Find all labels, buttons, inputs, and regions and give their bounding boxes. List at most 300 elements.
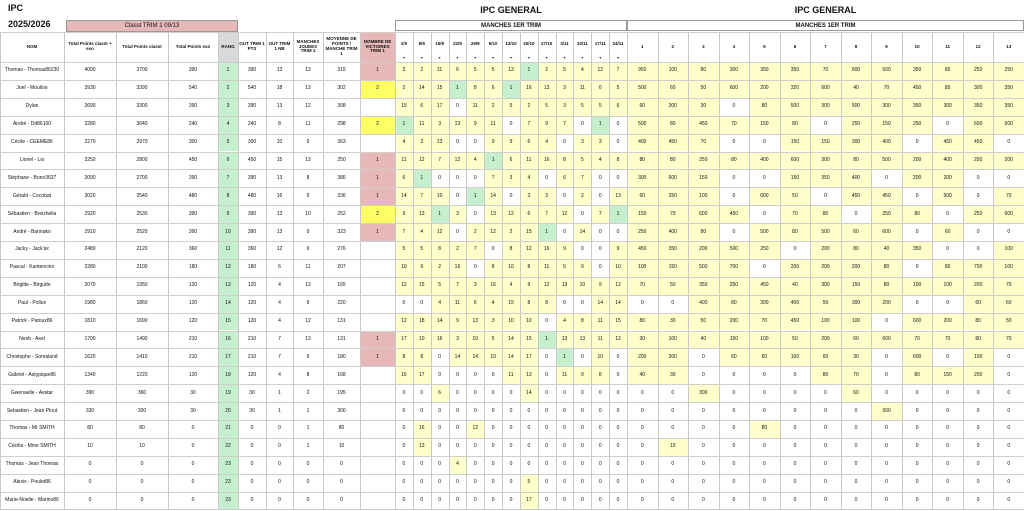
manche-position-cell: 0 [591, 241, 609, 259]
row-vic: 1 [360, 169, 395, 187]
grid-line [0, 223, 1024, 224]
manche-position-cell: 13 [431, 134, 449, 152]
manche-points-cell: 350 [902, 98, 933, 116]
manche-points-cell: 0 [902, 474, 933, 492]
manche-points-cell: 200 [932, 313, 963, 331]
manche-position-cell: 12 [609, 277, 627, 295]
row-cl: 0 [140, 497, 144, 504]
row-rang: 21 [218, 420, 238, 438]
manche-points-cell: 450 [627, 241, 658, 259]
manche-position-cell: 6 [591, 80, 609, 98]
manche-points-cell: 70 [688, 134, 719, 152]
manche-points-cell: 600 [749, 187, 780, 205]
manche-points-cell: 40 [780, 277, 811, 295]
row-vic [360, 474, 395, 492]
manche-position-cell: 6 [395, 169, 413, 187]
manche-points-cell: 80 [963, 331, 994, 349]
manche-position-cell: 5 [484, 331, 502, 349]
manche-position-cell: 0 [484, 402, 502, 420]
manche-position-cell: 8 [484, 259, 502, 277]
manche-position-cell: 0 [466, 169, 484, 187]
manche-points-cell: 0 [749, 474, 780, 492]
manche-points-cell: 0 [841, 402, 872, 420]
row-op: 0 [250, 479, 254, 486]
header-tot: Total Points classt + exo [68, 41, 112, 51]
row-on: 13 [276, 174, 283, 181]
manche-points-cell: 70 [993, 331, 1024, 349]
manche-points-cell: 0 [658, 295, 689, 313]
filter-dropdown-icon[interactable]: ▾ [581, 55, 584, 60]
manche-points-cell: 0 [963, 187, 994, 205]
filter-dropdown-icon[interactable]: ▾ [599, 55, 602, 60]
manche-points-cell: 400 [932, 152, 963, 170]
manche-position-cell: 0 [484, 474, 502, 492]
manche-points-cell: 0 [932, 456, 963, 474]
manche-position-cell: 5 [413, 241, 431, 259]
filter-dropdown-icon[interactable]: ▾ [527, 55, 530, 60]
row-mj: 11 [305, 264, 311, 271]
manche-position-cell: 1 [395, 116, 413, 134]
header-date: 10/11 [576, 40, 588, 46]
manche-position-cell: 11 [395, 152, 413, 170]
manche-position-cell: 9 [538, 116, 556, 134]
manche-points-cell: 0 [993, 420, 1024, 438]
grid-line [0, 509, 1024, 510]
row-on: 13 [276, 228, 283, 235]
manche-points-cell: 80 [719, 295, 750, 313]
manche-position-cell: 0 [591, 402, 609, 420]
manche-position-cell: 0 [520, 420, 538, 438]
manche-position-cell: 6 [520, 134, 538, 152]
grid-line [0, 169, 1024, 170]
row-tot: 2920 [84, 210, 96, 217]
manche-points-cell: 100 [749, 331, 780, 349]
manche-position-cell: 0 [466, 134, 484, 152]
manche-position-cell: 9 [556, 241, 574, 259]
manche-points-cell: 30 [627, 331, 658, 349]
manche-points-cell: 0 [688, 474, 719, 492]
manche-position-cell: 0 [520, 438, 538, 456]
manche-points-cell: 600 [993, 205, 1024, 223]
manche-points-cell: 100 [810, 313, 841, 331]
manche-points-cell: 600 [780, 152, 811, 170]
manche-points-cell: 0 [627, 295, 658, 313]
manche-points-cell: 0 [719, 456, 750, 474]
filter-dropdown-icon[interactable]: ▾ [545, 55, 548, 60]
manche-points-cell: 600 [719, 80, 750, 98]
manche-position-cell: 5 [502, 98, 520, 116]
manche-points-cell: 350 [902, 241, 933, 259]
manche-position-cell: 13 [449, 116, 467, 134]
manche-position-cell: 0 [413, 384, 431, 402]
manche-points-cell: 300 [688, 384, 719, 402]
manche-points-cell: 0 [627, 384, 658, 402]
row-op: 180 [247, 264, 257, 271]
row-name: Paul - Pollux [17, 300, 47, 307]
manche-position-cell: 0 [431, 169, 449, 187]
manche-points-cell: 0 [658, 402, 689, 420]
manche-points-cell: 300 [810, 277, 841, 295]
row-op: 30 [249, 407, 255, 414]
manche-points-cell: 0 [627, 438, 658, 456]
manche-position-cell: 13 [502, 62, 520, 80]
manche-points-cell: 0 [719, 438, 750, 456]
manche-points-cell: 0 [688, 402, 719, 420]
row-vic: 1 [360, 223, 395, 241]
manche-position-cell: 9 [484, 134, 502, 152]
manche-points-cell: 100 [963, 348, 994, 366]
grid-line [0, 313, 1024, 314]
manche-position-cell: 8 [502, 241, 520, 259]
row-cl: 10 [139, 443, 145, 450]
manche-position-cell: 12 [413, 152, 431, 170]
row-exo: 540 [188, 85, 198, 92]
manche-points-cell: 150 [688, 169, 719, 187]
row-name: Gérald - Cocobat [12, 192, 52, 199]
row-rang: 2 [218, 80, 238, 98]
row-tot: 10 [87, 443, 93, 450]
manche-points-cell: 350 [688, 277, 719, 295]
manche-position-cell: 0 [556, 134, 574, 152]
manche-points-cell: 0 [993, 134, 1024, 152]
manche-position-cell: 0 [466, 474, 484, 492]
manche-points-cell: 60 [841, 223, 872, 241]
manche-points-cell: 0 [719, 420, 750, 438]
manche-position-cell: 0 [449, 187, 467, 205]
row-on: 4 [278, 371, 281, 378]
manche-position-cell: 4 [520, 169, 538, 187]
manche-points-cell: 400 [749, 152, 780, 170]
manche-points-cell: 150 [841, 277, 872, 295]
manche-points-cell: 500 [688, 259, 719, 277]
manche-position-cell: 9 [573, 259, 591, 277]
manche-position-cell: 9 [520, 277, 538, 295]
manche-position-cell: 5 [573, 98, 591, 116]
manche-position-cell: 13 [520, 366, 538, 384]
manche-position-cell: 0 [573, 205, 591, 223]
row-cl: 1410 [136, 353, 148, 360]
filter-dropdown-icon[interactable]: ▾ [474, 55, 477, 60]
manche-position-cell: 14 [395, 187, 413, 205]
header-vic: NOMBRE DE VICTOIRES TRIM 1 [360, 32, 395, 62]
row-exo: 120 [188, 300, 198, 307]
row-mj: 2 [306, 389, 310, 396]
manche-points-cell: 450 [963, 134, 994, 152]
manche-points-cell: 250 [902, 116, 933, 134]
manche-position-cell: 0 [502, 402, 520, 420]
manche-position-cell: 12 [591, 62, 609, 80]
manche-position-cell: 14 [449, 348, 467, 366]
manche-position-cell: 0 [609, 456, 627, 474]
filter-dropdown-icon[interactable]: ▾ [617, 55, 620, 60]
row-vic [360, 277, 395, 295]
manche-points-cell: 50 [993, 313, 1024, 331]
manche-position-cell: 14 [484, 187, 502, 205]
manche-position-cell: 5 [573, 152, 591, 170]
manche-points-cell: 60 [841, 331, 872, 349]
manche-points-cell: 300 [810, 152, 841, 170]
manche-points-cell: 70 [780, 205, 811, 223]
manche-position-cell: 3 [573, 134, 591, 152]
manche-position-cell: 1 [591, 116, 609, 134]
manche-position-cell: 0 [502, 116, 520, 134]
row-tot: 3250 [84, 156, 96, 163]
manche-points-cell: 0 [932, 116, 963, 134]
header-round: 9 [885, 43, 888, 49]
manche-position-cell: 14 [520, 384, 538, 402]
manche-position-cell: 0 [413, 456, 431, 474]
header-date: 17/11 [594, 40, 606, 46]
manche-points-cell: 70 [993, 277, 1024, 295]
manche-points-cell: 300 [871, 98, 902, 116]
manche-points-cell: 400 [658, 223, 689, 241]
row-exo: 120 [188, 318, 198, 325]
manche-points-cell: 0 [719, 98, 750, 116]
manche-position-cell: 0 [484, 366, 502, 384]
manche-position-cell: 2 [466, 223, 484, 241]
manche-position-cell: 18 [413, 313, 431, 331]
manche-points-cell: 50 [780, 331, 811, 349]
manche-position-cell: 3 [538, 187, 556, 205]
manche-points-cell: 150 [719, 331, 750, 349]
manche-position-cell: 0 [413, 402, 431, 420]
row-rang: 3 [218, 98, 238, 116]
filter-dropdown-icon[interactable]: ▾ [492, 55, 495, 60]
row-tot: 4090 [84, 67, 96, 74]
manche-position-cell: 7 [413, 187, 431, 205]
header-date: 3/11 [560, 40, 569, 46]
manche-points-cell: 70 [932, 331, 963, 349]
manche-position-cell: 0 [431, 474, 449, 492]
row-cl: 1220 [136, 371, 148, 378]
manche-position-cell: 16 [449, 259, 467, 277]
row-op: 30 [249, 389, 255, 396]
manche-points-cell: 0 [810, 187, 841, 205]
manche-points-cell: 450 [688, 116, 719, 134]
manche-points-cell: 0 [780, 402, 811, 420]
manche-points-cell: 0 [963, 420, 994, 438]
manche-points-cell: 80 [963, 313, 994, 331]
manche-position-cell: 17 [520, 348, 538, 366]
manche-position-cell: 2 [538, 62, 556, 80]
row-moy: 80 [338, 425, 345, 432]
manche-position-cell: 11 [573, 80, 591, 98]
manche-points-cell: 500 [810, 223, 841, 241]
row-exo: 0 [191, 425, 195, 432]
manche-points-cell: 0 [993, 492, 1024, 510]
grid-line [0, 259, 1024, 260]
manche-position-cell: 4 [466, 152, 484, 170]
manche-position-cell: 2 [449, 241, 467, 259]
manche-points-cell: 350 [658, 241, 689, 259]
row-on: 7 [278, 335, 281, 342]
row-name: Alexis - Poulet86 [13, 479, 51, 486]
manche-position-cell: 0 [538, 313, 556, 331]
manche-position-cell: 0 [431, 402, 449, 420]
row-cl: 2540 [136, 192, 148, 199]
manche-position-cell: 13 [556, 277, 574, 295]
row-moy: 131 [337, 335, 346, 342]
manche-points-cell: 0 [932, 420, 963, 438]
manche-points-cell: 0 [932, 384, 963, 402]
row-moy: 323 [337, 228, 346, 235]
manche-position-cell: 10 [502, 259, 520, 277]
filter-dropdown-icon[interactable]: ▾ [563, 55, 566, 60]
manche-position-cell: 0 [609, 402, 627, 420]
manche-position-cell: 0 [609, 384, 627, 402]
row-cl: 300 [137, 407, 147, 414]
manche-position-cell: 16 [538, 241, 556, 259]
row-tot: 2280 [84, 264, 96, 271]
manche-points-cell: 0 [719, 384, 750, 402]
manche-position-cell: 0 [609, 348, 627, 366]
manche-points-cell: 40 [841, 80, 872, 98]
manche-points-cell: 500 [871, 152, 902, 170]
manche-position-cell: 0 [609, 492, 627, 510]
manche-points-cell: 950 [627, 62, 658, 80]
manche-points-cell: 0 [993, 366, 1024, 384]
row-cl: 3390 [136, 85, 148, 92]
manche-points-cell: 0 [902, 384, 933, 402]
manche-position-cell: 9 [609, 241, 627, 259]
manche-points-cell: 0 [749, 169, 780, 187]
manche-position-cell: 0 [538, 384, 556, 402]
manche-position-cell: 0 [413, 295, 431, 313]
manche-position-cell: 12 [609, 331, 627, 349]
manche-position-cell: 17 [431, 98, 449, 116]
row-rang: 8 [218, 187, 238, 205]
manche-points-cell: 450 [902, 80, 933, 98]
manche-position-cell: 5 [538, 98, 556, 116]
filter-dropdown-icon[interactable]: ▾ [438, 55, 441, 60]
manche-position-cell: 0 [502, 420, 520, 438]
manche-position-cell: 10 [520, 313, 538, 331]
manche-points-cell: 150 [780, 134, 811, 152]
manche-position-cell: 4 [449, 456, 467, 474]
header-date: 6/10 [488, 40, 498, 46]
row-tot: 2070 [84, 282, 96, 289]
row-moy: 131 [337, 318, 346, 325]
row-op: 0 [250, 497, 254, 504]
manche-position-cell: 6 [466, 295, 484, 313]
manche-position-cell: 0 [395, 295, 413, 313]
manche-points-cell: 0 [719, 474, 750, 492]
manche-points-cell: 50 [810, 295, 841, 313]
manche-points-cell: 250 [963, 205, 994, 223]
manche-position-cell: 8 [609, 152, 627, 170]
row-cl: 360 [137, 389, 147, 396]
row-op: 450 [247, 156, 257, 163]
header-round: 7 [824, 43, 827, 49]
manche-position-cell: 5 [520, 474, 538, 492]
filter-dropdown-icon[interactable]: ▾ [402, 55, 405, 60]
manche-position-cell: 10 [591, 348, 609, 366]
manche-position-cell: 14 [413, 80, 431, 98]
row-on: 0 [278, 443, 281, 450]
row-tot: 1810 [84, 318, 96, 325]
manche-points-cell: 80 [871, 259, 902, 277]
manche-position-cell: 0 [431, 456, 449, 474]
manche-position-cell: 4 [573, 62, 591, 80]
manche-points-cell: 70 [902, 331, 933, 349]
row-vic [360, 241, 395, 259]
row-exo: 300 [188, 139, 198, 146]
manche-points-cell: 350 [993, 80, 1024, 98]
manche-points-cell: 80 [658, 152, 689, 170]
manche-points-cell: 200 [810, 259, 841, 277]
manche-points-cell: 0 [780, 492, 811, 510]
manche-points-cell: 150 [871, 116, 902, 134]
manche-points-cell: 0 [902, 259, 933, 277]
row-vic [360, 295, 395, 313]
grid-line [0, 187, 1024, 188]
manche-points-cell: 150 [780, 169, 811, 187]
filter-dropdown-icon[interactable]: ▾ [420, 55, 423, 60]
row-vic [360, 134, 395, 152]
filter-dropdown-icon[interactable]: ▾ [456, 55, 459, 60]
filter-dropdown-icon[interactable]: ▾ [509, 55, 512, 60]
row-tot: 1620 [84, 353, 96, 360]
manche-points-cell: 0 [932, 402, 963, 420]
manche-position-cell: 16 [395, 366, 413, 384]
manche-points-cell: 200 [749, 80, 780, 98]
manche-position-cell: 0 [466, 402, 484, 420]
manche-position-cell: 0 [484, 492, 502, 510]
row-name: Jacky - Jack'ax [15, 246, 49, 253]
row-tot: 2910 [84, 228, 96, 235]
manche-position-cell: 0 [573, 402, 591, 420]
manche-position-cell: 5 [556, 259, 574, 277]
row-name: Sebastien - Jean Plout [6, 407, 58, 414]
row-vic: 1 [360, 348, 395, 366]
header-date: 22/9 [453, 40, 462, 46]
manche-position-cell: 1 [431, 205, 449, 223]
manche-position-cell: 5 [484, 62, 502, 80]
manche-points-cell: 600 [871, 331, 902, 349]
manche-position-cell: 7 [466, 241, 484, 259]
manche-points-cell: 80 [810, 366, 841, 384]
grid-line [0, 241, 1024, 242]
manche-points-cell: 250 [688, 152, 719, 170]
manche-position-cell: 0 [395, 492, 413, 510]
row-name: Sébastien - Breizhella [7, 210, 57, 217]
manche-position-cell: 0 [556, 420, 574, 438]
manche-points-cell: 0 [810, 474, 841, 492]
manche-points-cell: 0 [932, 348, 963, 366]
row-tot: 3090 [84, 174, 96, 181]
row-cl: 3300 [136, 103, 148, 110]
manche-position-cell: 0 [395, 384, 413, 402]
manche-position-cell: 0 [431, 438, 449, 456]
row-name: Cécilia - Mme SMITH [8, 443, 56, 450]
manche-position-cell: 8 [431, 241, 449, 259]
manche-points-cell: 0 [963, 402, 994, 420]
manche-points-cell: 80 [932, 259, 963, 277]
manche-points-cell: 500 [627, 80, 658, 98]
row-vic: 1 [360, 62, 395, 80]
row-name: Cécile - CEEME86 [11, 139, 53, 146]
manche-points-cell: 200 [993, 152, 1024, 170]
manche-points-cell: 0 [627, 474, 658, 492]
manche-position-cell: 0 [395, 456, 413, 474]
manche-points-cell: 150 [810, 134, 841, 152]
row-vic [360, 259, 395, 277]
manche-position-cell: 10 [413, 331, 431, 349]
manche-points-cell: 30 [688, 98, 719, 116]
row-vic [360, 420, 395, 438]
header-name: NOM [26, 43, 38, 49]
header-on: OUT TRIM 1 NB [268, 41, 291, 51]
